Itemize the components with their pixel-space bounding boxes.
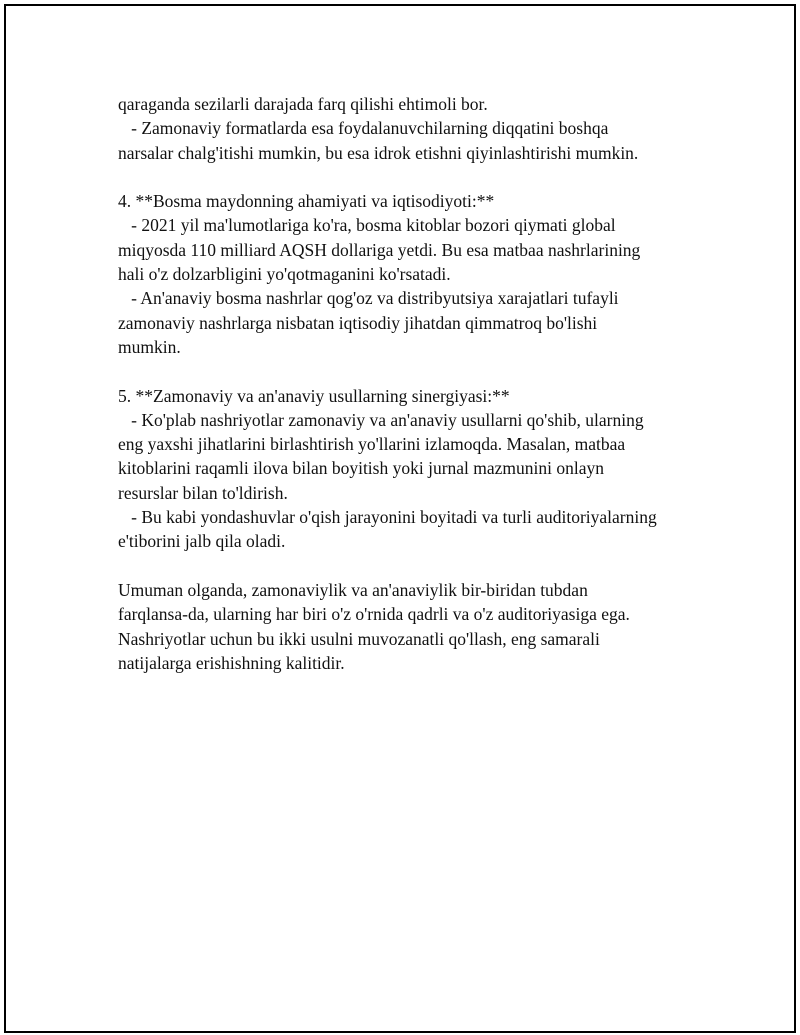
text-line: Umuman olganda, zamonaviylik va an'anaviylik bir-biridan tubdan — [118, 579, 588, 600]
text-line: - An'anaviy bosma nashrlar qog'oz va distribyutsiya xarajatlari tufayli — [118, 288, 619, 309]
blank-line — [118, 165, 698, 189]
document-body — [118, 92, 698, 675]
document-page — [4, 4, 796, 1033]
text-line: 4. **Bosma maydonning ahamiyati va iqtisodiyoti:** — [118, 191, 495, 212]
text-line: eng yaxshi jihatlarini birlashtirish yo'llarini izlamoqda. Masalan, matbaa — [118, 434, 626, 455]
text-line: Nashriyotlar uchun bu ikki usulni muvozanatli qo'llash, eng samarali — [118, 628, 600, 649]
text-line: - Ko'plab nashriyotlar zamonaviy va an'anaviy usullarni qo'shib, ularning — [118, 409, 644, 430]
text-line: zamonaviy nashrlarga nisbatan iqtisodiy jihatdan qimmatroq bo'lishi — [118, 312, 598, 333]
blank-line — [118, 359, 698, 383]
text-line: - Bu kabi yondashuvlar o'qish jarayonini boyitadi va turli auditoriyalarning — [118, 507, 657, 528]
text-line: e'tiborini jalb qila oladi. — [118, 531, 286, 552]
text-line: qaraganda sezilarli darajada farq qilishi ehtimoli bor. — [118, 94, 488, 114]
text-line: resurslar bilan to'ldirish. — [118, 482, 288, 503]
text-line: 5. **Zamonaviy va an'anaviy usullarning sinergiyasi:** — [118, 385, 510, 406]
text-line: farqlansa-da, ularning har biri o'z o'rnida qadrli va o'z auditoriyasiga ega. — [118, 604, 630, 625]
blank-line — [118, 554, 698, 578]
text-line: mumkin. — [118, 336, 181, 357]
text-line: kitoblarini raqamli ilova bilan boyitish yoki jurnal mazmunini onlayn — [118, 458, 605, 479]
text-line: narsalar chalg'itishi mumkin, bu esa idrok etishni qiyinlashtirishi mumkin. — [118, 142, 639, 163]
text-line: - 2021 yil ma'lumotlariga ko'ra, bosma kitoblar bozori qiymati global — [118, 215, 616, 236]
text-line: - Zamonaviy formatlarda esa foydalanuvchilarning diqqatini boshqa — [118, 118, 609, 139]
text-line: natijalarga erishishning kalitidir. — [118, 652, 345, 673]
text-line: miqyosda 110 milliard AQSH dollariga yetdi. Bu esa matbaa nashrlarining — [118, 239, 641, 260]
text-line: hali o'z dolzarbligini yo'qotmaganini ko'rsatadi. — [118, 264, 451, 285]
